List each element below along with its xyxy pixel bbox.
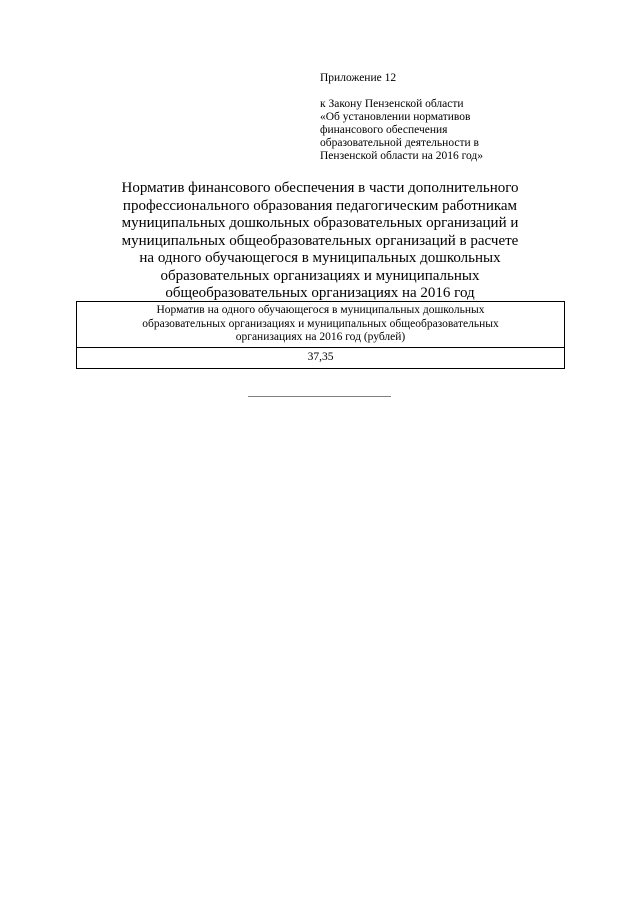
law-reference-line: образовательной деятельности в <box>320 137 479 149</box>
title-line: муниципальных дошкольных образовательных организаций и <box>121 215 519 231</box>
title-line: муниципальных общеобразовательных организаций в расчете <box>121 232 519 249</box>
title-line: профессионального образования педагогическим работникам <box>122 197 518 214</box>
end-divider <box>248 396 391 397</box>
document-title <box>76 180 564 303</box>
title-line: на одного обучающегося в муниципальных дошкольных <box>139 250 501 266</box>
title-line: общеобразовательных организациях на 2016 год <box>165 285 475 301</box>
table-header-line: организациях на 2016 год (рублей) <box>235 331 406 343</box>
norm-value-cell: 37,35 <box>77 347 565 369</box>
appendix-block <box>320 72 580 163</box>
table-header-line: Норматив на одного обучающегося в муниципальных дошкольных <box>156 304 485 316</box>
table-value-row <box>77 347 565 369</box>
table-header-row <box>77 302 565 348</box>
table-header-cell <box>77 302 565 348</box>
law-reference-line: «Об установлении нормативов <box>320 111 471 123</box>
law-reference-line: к Закону Пензенской области <box>320 98 464 110</box>
title-line: образовательных организациях и муниципальных <box>160 267 480 284</box>
law-reference <box>320 98 580 163</box>
norm-table <box>76 301 565 369</box>
law-reference-line: финансового обеспечения <box>320 124 448 136</box>
appendix-number: Приложение 12 <box>320 72 397 84</box>
table-header-line: образовательных организациях и муниципальных общеобразовательных <box>142 317 499 330</box>
title-line: Норматив финансового обеспечения в части дополнительного <box>121 180 519 196</box>
law-reference-line: Пензенской области на 2016 год» <box>320 150 484 162</box>
